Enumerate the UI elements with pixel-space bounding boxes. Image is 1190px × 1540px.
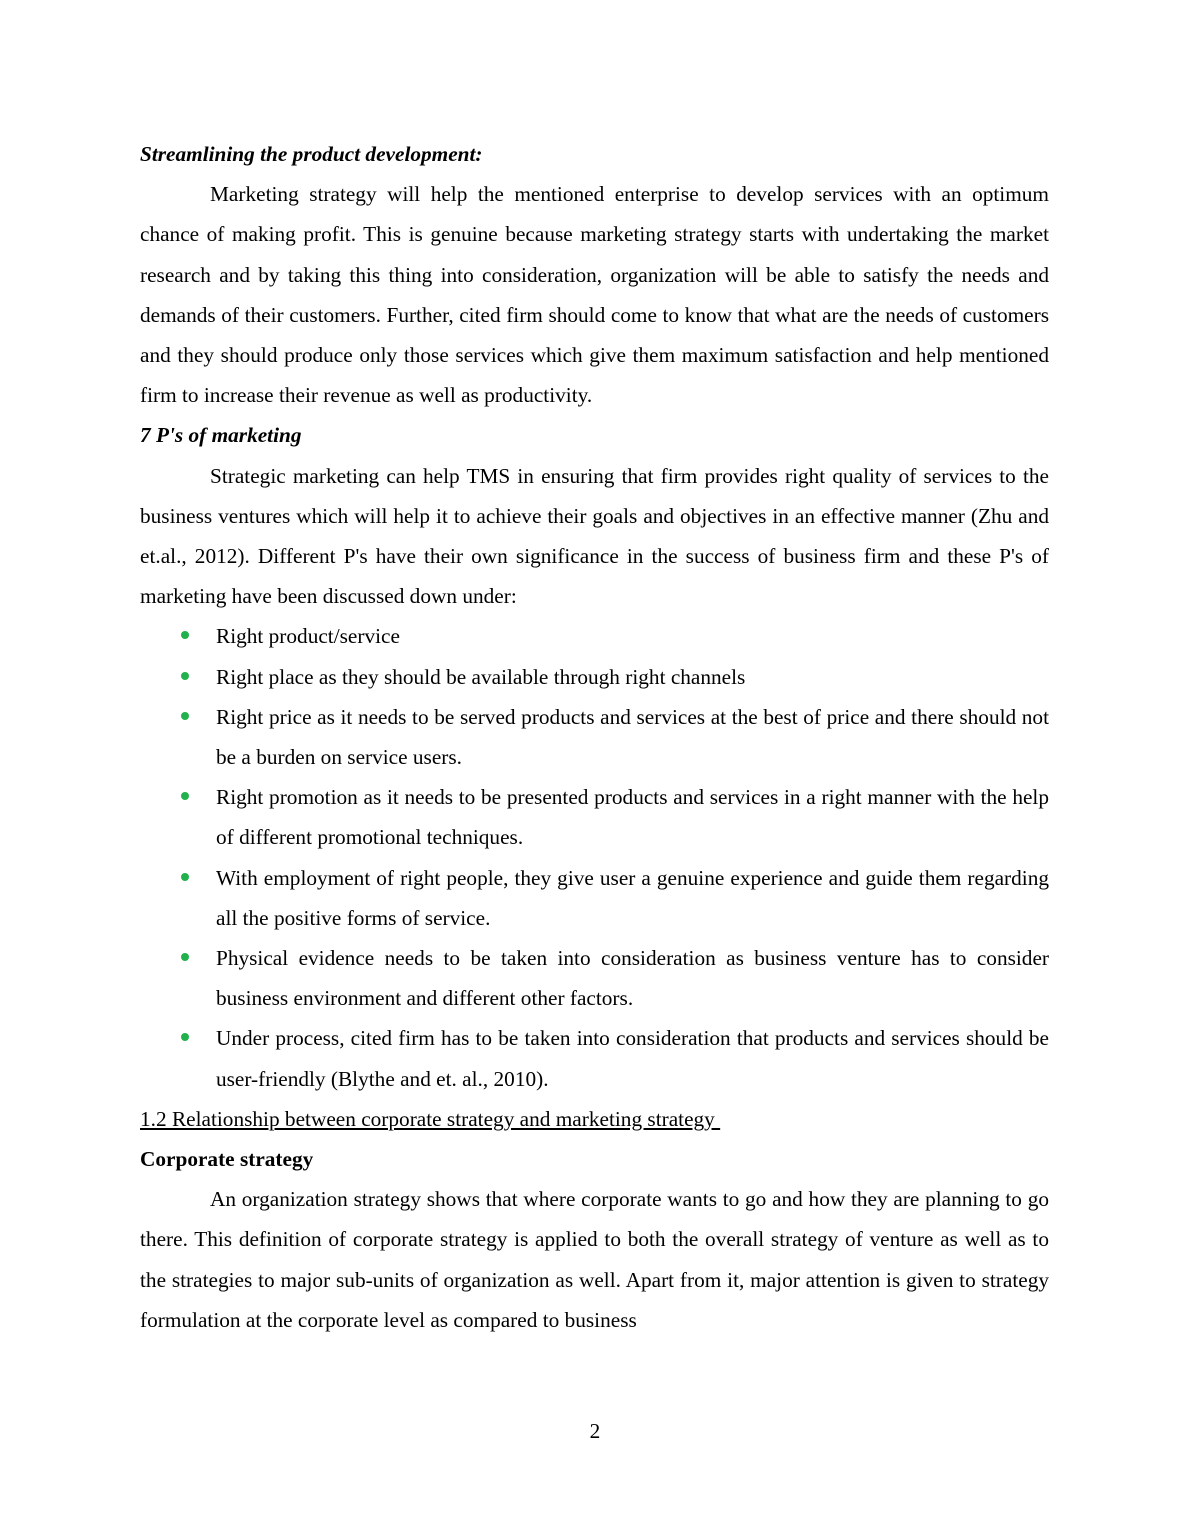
- bullet-dot-icon: [181, 631, 189, 639]
- list-item-text: Right price as it needs to be served products and services at the best of price and there should not be a burden on service users.: [216, 704, 1049, 770]
- list-item: [140, 1018, 1049, 1098]
- section-heading-seven-ps: 7 P's of marketing: [140, 423, 302, 448]
- list-item-text: With employment of right people, they give user a genuine experience and guide them regarding all the positive forms of service.: [216, 865, 1049, 930]
- bullet-dot-icon: [181, 953, 189, 961]
- list-item: [140, 616, 1049, 656]
- paragraph-seven-ps: Strategic marketing can help TMS in ensuring that firm provides right quality of services to the business ventures which will help it to achieve their goals and objectives in an effective manner (Zhu and et.al., 2012). Different P's have their own significance in the success of business firm and these P's of marketing have been discussed down under:: [140, 463, 1049, 609]
- list-item: [140, 858, 1049, 938]
- bullet-dot-icon: [181, 672, 189, 680]
- list-item: [140, 777, 1049, 857]
- list-item-text: Under process, cited firm has to be taken into consideration that products and services should be user-friendly (Blythe and et. al., 2010).: [216, 1026, 1049, 1091]
- list-item-text: Right product/service: [216, 624, 400, 649]
- section-heading-corporate-strategy: Corporate strategy: [140, 1147, 314, 1172]
- seven-ps-bullet-list: [140, 616, 1049, 1098]
- paragraph-streamlining: Marketing strategy will help the mentioned enterprise to develop services with an optimum chance of making profit. This is genuine because marketing strategy starts with undertaking the market research and by taking this thing into consideration, organization will be able to satisfy the needs and demands of their customers. Further, cited firm should come to know that what are the needs of customers and they should produce only those services which give them maximum satisfaction and help mentioned firm to increase their revenue as well as productivity.: [140, 182, 1049, 408]
- bullet-dot-icon: [181, 1033, 189, 1041]
- bullet-dot-icon: [181, 873, 189, 881]
- bullet-dot-icon: [181, 792, 189, 800]
- bullet-dot-icon: [181, 712, 189, 720]
- section-heading-relationship: 1.2 Relationship between corporate strategy and marketing strategy: [140, 1106, 721, 1131]
- list-item-text: Right place as they should be available through right channels: [216, 664, 746, 689]
- list-item: [140, 657, 1049, 697]
- list-item: [140, 938, 1049, 1018]
- paragraph-corporate-strategy: An organization strategy shows that where corporate wants to go and how they are planning to go there. This definition of corporate strategy is applied to both the overall strategy of venture as well as to the strategies to major sub-units of organization as well. Apart from it, major attention is given to strategy formulation at the corporate level as compared to business: [140, 1187, 1049, 1332]
- list-item: [140, 697, 1049, 777]
- document-page: [140, 134, 1049, 1340]
- list-item-text: Right promotion as it needs to be presented products and services in a right manner with the help of different promotional techniques.: [216, 785, 1049, 850]
- page-number: 2: [589, 1419, 601, 1443]
- list-item-text: Physical evidence needs to be taken into consideration as business venture has to consider business environment and different other factors.: [216, 946, 1049, 1011]
- section-heading-streamlining: Streamlining the product development:: [140, 142, 483, 166]
